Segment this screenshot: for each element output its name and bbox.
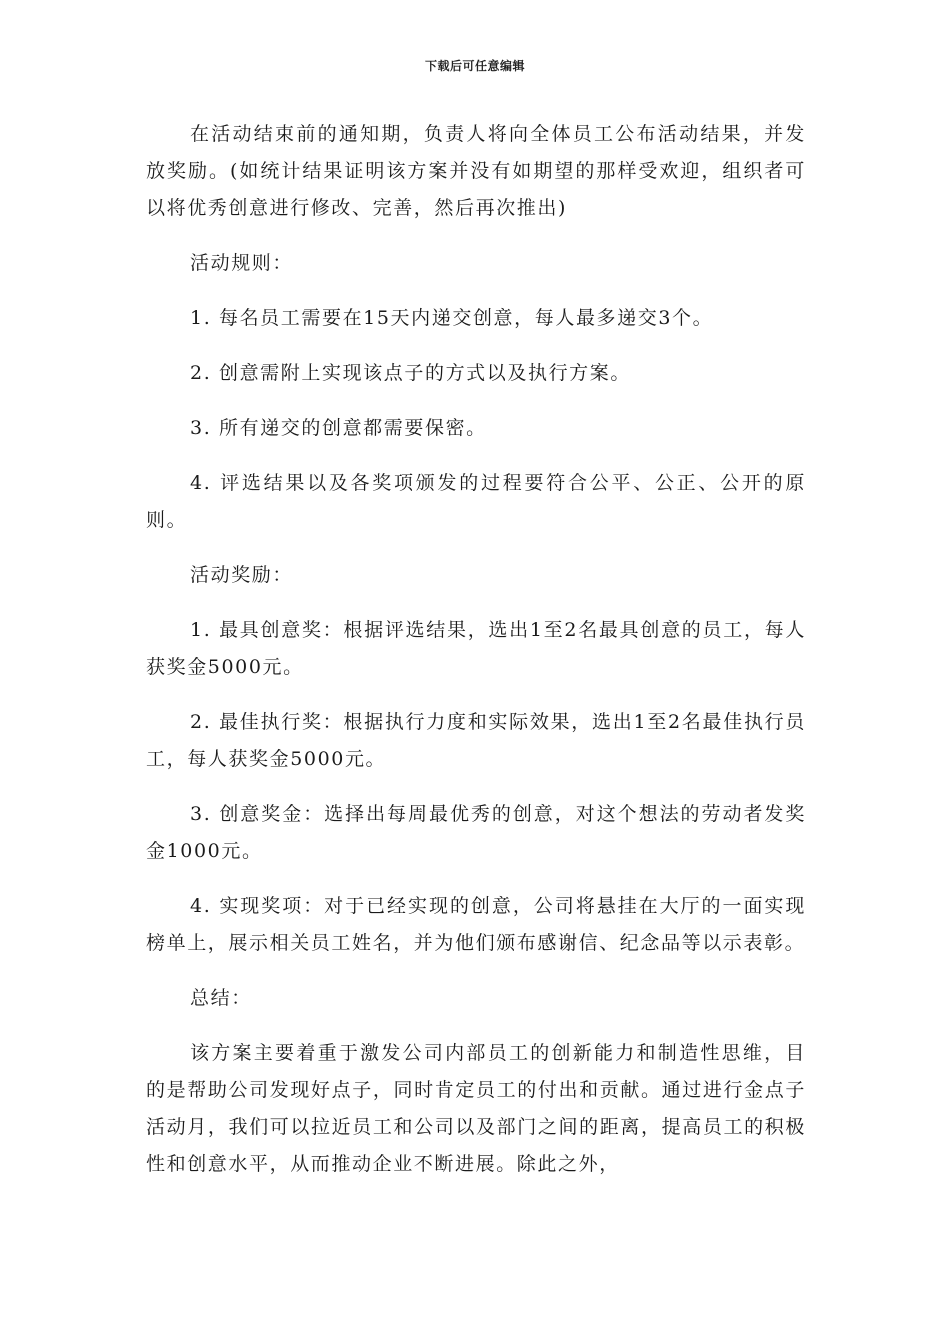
heading-summary: 总结： <box>190 987 252 1009</box>
heading-activity-rules: 活动规则： <box>190 252 294 274</box>
rule-item: 2. 创意需附上实现该点子的方式以及执行方案。 <box>190 362 631 384</box>
paragraph-summary: 该方案主要着重于激发公司内部员工的创新能力和制造性思维，目的是帮助公司发现好点子，同时肯定员工的付出和贡献。通过进行金点子活动月，我们可以拉近员工和公司以及部门之间的距离，提高员工的积极性和创意水平，从而推动企业不断进展。除此之外， <box>146 1042 806 1175</box>
reward-item: 1. 最具创意奖：根据评选结果，选出1至2名最具创意的员工，每人获奖金5000元。 <box>146 619 806 678</box>
reward-item: 4. 实现奖项：对于已经实现的创意，公司将悬挂在大厅的一面实现榜单上，展示相关员工姓名，并为他们颁布感谢信、纪念品等以示表彰。 <box>146 895 806 954</box>
page-header: 下载后可任意编辑 <box>424 59 525 73</box>
rule-item: 3. 所有递交的创意都需要保密。 <box>190 417 487 439</box>
rule-item: 1. 每名员工需要在15天内递交创意，每人最多递交3个。 <box>190 307 714 329</box>
paragraph-notice-period: 在活动结束前的通知期，负责人将向全体员工公布活动结果，并发放奖励。(如统计结果证明该方案并没有如期望的那样受欢迎，组织者可以将优秀创意进行修改、完善，然后再次推出) <box>146 123 806 219</box>
heading-activity-rewards: 活动奖励： <box>190 564 294 586</box>
document-body <box>146 116 806 1201</box>
reward-item: 3. 创意奖金：选择出每周最优秀的创意，对这个想法的劳动者发奖金1000元。 <box>146 803 806 862</box>
rule-item: 4. 评选结果以及各奖项颁发的过程要符合公平、公正、公开的原则。 <box>146 472 806 531</box>
reward-item: 2. 最佳执行奖：根据执行力度和实际效果，选出1至2名最佳执行员工，每人获奖金5000元。 <box>146 711 806 770</box>
